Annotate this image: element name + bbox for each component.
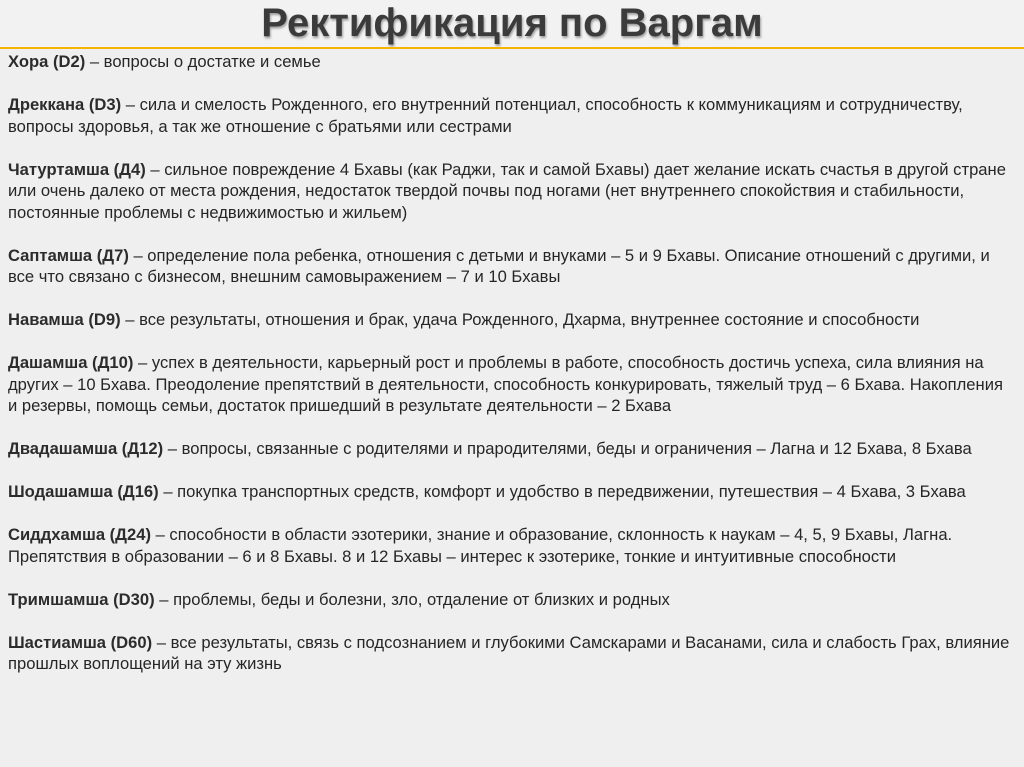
paragraph-shastiamsha	[8, 632, 1014, 675]
paragraph-shodashamsha	[8, 481, 1014, 503]
term-description: – успех в деятельности, карьерный рост и проблемы в работе, способность достичь успеха, сила влияния на других – 10 Бхава. Преодоление препятствий в деятельности, способность конкурировать, тяжелый труд – 6 Бхава. Накопления и резервы, помощь семьи, достаток пришедший в результате деятельности – 2 Бхава	[8, 353, 1003, 415]
term-description: – сила и смелость Рожденного, его внутренний потенциал, способность к коммуникациям и сотрудничеству, вопросы здоровья, а так же отношение с братьями или сестрами	[8, 95, 963, 136]
term-label: Навамша (D9)	[8, 310, 121, 329]
term-label: Двадашамша (Д12)	[8, 439, 164, 458]
paragraph-drekkana	[8, 94, 1014, 137]
term-label: Дреккана (D3)	[8, 95, 122, 114]
term-description: – все результаты, связь с подсознанием и глубокими Самскарами и Васанами, сила и слабость Грах, влияние прошлых воплощений на эту жизнь	[8, 632, 1010, 673]
paragraph-saptamsha	[8, 245, 1014, 288]
term-label: Чатуртамша (Д4)	[8, 159, 146, 179]
paragraph-dashamsha	[8, 352, 1014, 417]
accent-divider	[0, 47, 1024, 49]
paragraph-hora	[8, 51, 1014, 73]
paragraph-trimshamsha	[8, 589, 1014, 611]
term-label: Саптамша (Д7)	[8, 245, 129, 265]
paragraph-chaturtamsha	[8, 159, 1014, 224]
term-label: Тримшамша (D30)	[8, 589, 155, 609]
term-label: Дашамша (Д10)	[8, 353, 134, 372]
paragraph-siddhamsha	[8, 524, 1014, 567]
term-label: Сиддхамша (Д24)	[8, 525, 151, 544]
term-description: – вопросы, связанные с родителями и прародителями, беды и ограничения – Лагна и 12 Бхава, 8 Бхава	[163, 439, 972, 458]
slide-title: Ректификация по Варгам	[261, 1, 763, 45]
term-label: Шастиамша (D60)	[8, 632, 153, 652]
term-description: – покупка транспортных средств, комфорт и удобство в передвижении, путешествия – 4 Бхава, 3 Бхава	[158, 482, 966, 501]
paragraph-navamsha	[8, 309, 1014, 331]
term-description: – проблемы, беды и болезни, зло, отдаление от близких и родных	[154, 589, 670, 609]
term-label: Хора (D2)	[8, 52, 86, 71]
term-description: – способности в области эзотерики, знание и образование, склонность к наукам – 4, 5, 9 Бхавы, Лагна. Препятствия в образовании – 6 и 8 Бхавы. 8 и 12 Бхавы – интерес к эзотерике, тонкие и интуитивные способности	[8, 525, 953, 566]
term-description: – вопросы о достатке и семье	[85, 52, 321, 71]
term-description: – сильное повреждение 4 Бхавы (как Раджи, так и самой Бхавы) дает желание искать счастья в другой стране или очень далеко от места рождения, недостаток твердой почвы под ногами (нет внутреннего спокойствия и стабильности, постоянные проблемы с недвижимостью и жильем)	[8, 159, 1006, 222]
paragraph-dvadashamsha	[8, 438, 1014, 460]
content-body	[8, 51, 1014, 696]
term-description: – все результаты, отношения и брак, удача Рожденного, Дхарма, внутреннее состояние и способности	[120, 310, 920, 329]
term-label: Шодашамша (Д16)	[8, 482, 159, 501]
title-bar	[0, 0, 1024, 47]
term-description: – определение пола ребенка, отношения с детьми и внуками – 5 и 9 Бхавы. Описание отношений с другими, и все что связано с бизнесом, внешним самовыражением – 7 и 10 Бхавы	[8, 245, 990, 286]
